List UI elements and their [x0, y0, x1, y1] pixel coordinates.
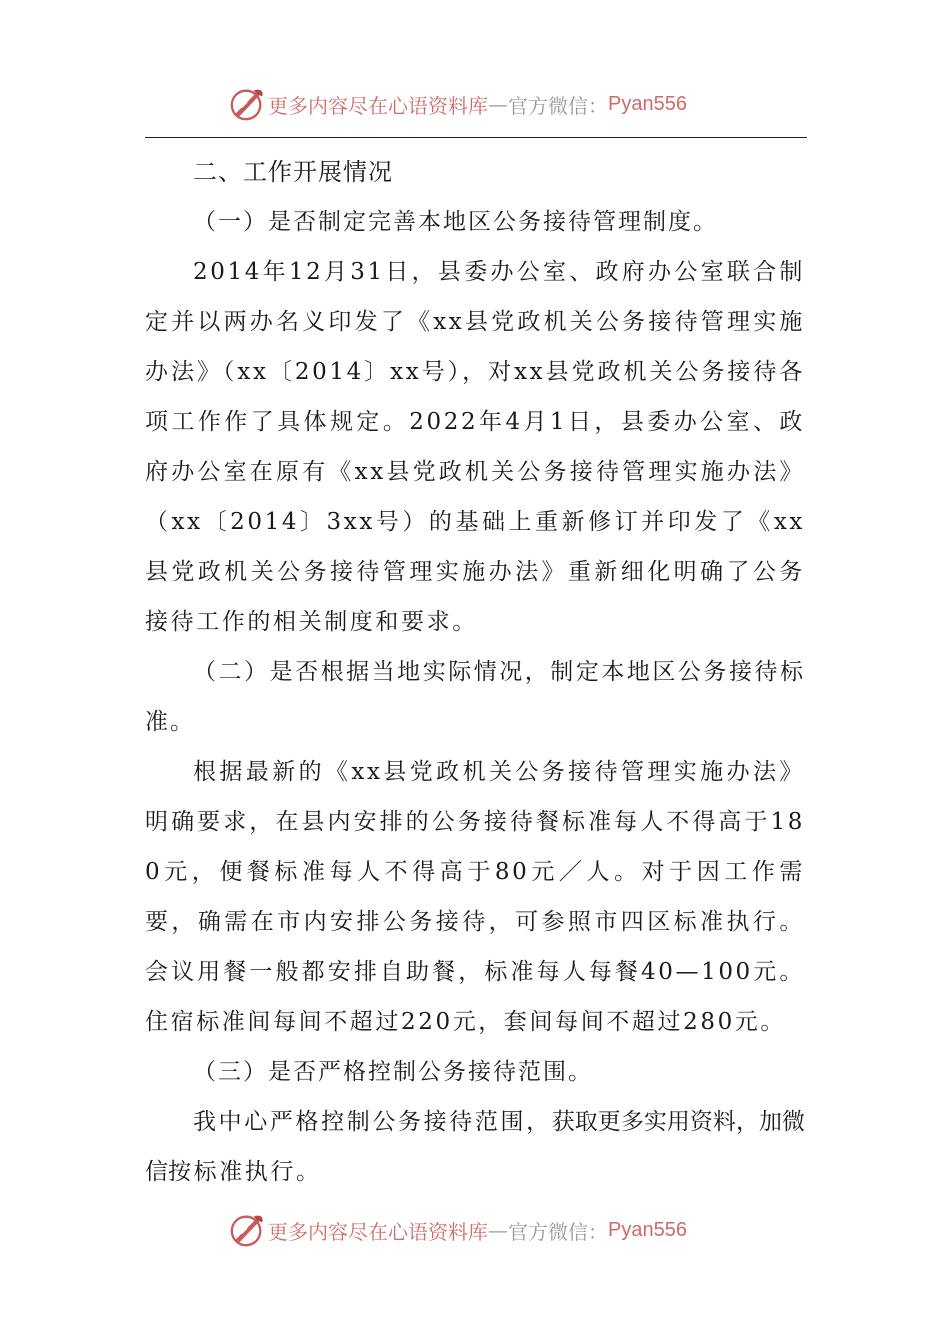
subsection-heading-3: （三）是否严格控制公务接待范围。 — [193, 1059, 593, 1085]
header-banner — [228, 82, 748, 126]
banner-main-text: 更多内容尽在心语资料库 — [268, 93, 488, 118]
subsection-heading-2: （二）是否根据当地实际情况，制定本地区公务接待标准。 — [145, 659, 805, 735]
footer-dash: — — [488, 1218, 508, 1242]
section-heading: 二、工作开展情况 — [193, 158, 393, 186]
footer-official-label: 官方微信： — [508, 1219, 608, 1244]
banner-dash: — — [488, 92, 508, 116]
paragraph-3 — [145, 1097, 805, 1197]
paragraph-3-end: 按标准执行。 — [168, 1159, 322, 1185]
quill-pen-circle-icon — [228, 1211, 266, 1249]
quill-pen-circle-icon — [228, 85, 266, 123]
footer-banner — [228, 1208, 748, 1252]
header-divider — [145, 137, 807, 138]
banner-wechat-id: Pyan556 — [608, 92, 687, 115]
document-body — [145, 147, 805, 1197]
paragraph-3-start: 我中心严格控制公务接待范围， — [193, 1109, 552, 1135]
paragraph-1: 2014年12月31日，县委办公室、政府办公室联合制定并以两办名义印发了《xx县党政机关公务接待管理实施办法》（xx〔2014〕xx号），对xx县党政机关公务接待各项工作作了具体规定。2022年4月1日，县委办公室、政府办公室在原有《xx县党政机关公务接待管理实施办法》（xx〔2014〕3xx号）的基础上重新修订并印发了《xx县党政机关公务接待管理实施办法》重新细化明确了公务接待工作的相关制度和要求。 — [145, 259, 805, 635]
footer-main-text: 更多内容尽在心语资料库 — [268, 1219, 488, 1244]
subsection-heading-1: （一）是否制定完善本地区公务接待管理制度。 — [193, 209, 718, 235]
paragraph-3-ad: 获取更多实用资料，加微信 — [145, 1109, 805, 1185]
paragraph-2: 根据最新的《xx县党政机关公务接待管理实施办法》明确要求，在县内安排的公务接待餐标准每人不得高于180元，便餐标准每人不得高于80元／人。对于因工作需要，确需在市内安排公务接待，可参照市四区标准执行。会议用餐一般都安排自助餐，标准每人每餐40—100元。住宿标准间每间不超过220元，套间每间不超过280元。 — [145, 759, 805, 1035]
banner-official-label: 官方微信： — [508, 93, 608, 118]
footer-wechat-id: Pyan556 — [608, 1218, 687, 1241]
